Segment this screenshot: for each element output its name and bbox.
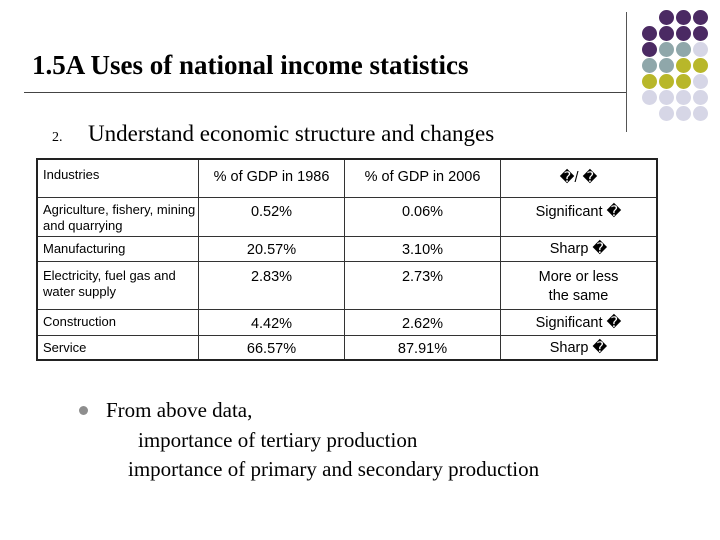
- title-underline: [24, 92, 626, 93]
- decorative-vertical-rule: [626, 12, 627, 132]
- decorative-dot: [676, 74, 691, 89]
- point-number: 2.: [52, 130, 63, 145]
- decorative-dot: [676, 10, 691, 25]
- decorative-dot: [642, 42, 657, 57]
- decorative-dot: [693, 90, 708, 105]
- gdp-1986-cell: 2.83%: [198, 262, 344, 309]
- gdp-2006-cell: 87.91%: [344, 336, 500, 359]
- industry-cell: Manufacturing: [43, 241, 126, 256]
- gdp-table: [36, 158, 658, 361]
- conclusion-lead: From above data,: [106, 398, 253, 422]
- decorative-dot: [693, 58, 708, 73]
- gdp-1986-cell: 20.57%: [198, 237, 344, 261]
- decorative-dot-grid: [640, 10, 720, 130]
- gdp-1986-cell: 0.52%: [198, 198, 344, 236]
- decorative-dot: [659, 58, 674, 73]
- decorative-dot: [659, 42, 674, 57]
- industry-cell: Agriculture, fishery, mining and quarrying: [43, 202, 196, 233]
- industry-cell: Construction: [43, 314, 116, 329]
- decorative-dot: [642, 58, 657, 73]
- change-cell: Significant �: [500, 198, 656, 236]
- industry-cell: Electricity, fuel gas and water supply: [43, 268, 176, 299]
- decorative-dot: [642, 90, 657, 105]
- conclusion-line-1: [106, 428, 417, 453]
- bullet-icon: [79, 406, 88, 415]
- decorative-dot: [693, 10, 708, 25]
- decorative-dot: [642, 26, 657, 41]
- table-row: [38, 237, 656, 261]
- decorative-dot: [693, 74, 708, 89]
- slide-title: 1.5A Uses of national income statistics: [32, 50, 469, 80]
- gdp-2006-cell: 3.10%: [344, 237, 500, 261]
- decorative-dot: [659, 26, 674, 41]
- header-industries: Industries: [43, 167, 100, 182]
- decorative-dot: [676, 42, 691, 57]
- change-cell: More or less the same: [500, 262, 656, 309]
- conclusion-line-1-text: importance of tertiary production: [138, 428, 418, 452]
- change-cell: Sharp �: [500, 237, 656, 261]
- change-cell: Significant �: [500, 310, 656, 335]
- decorative-dot: [676, 26, 691, 41]
- table-row: [38, 198, 656, 236]
- decorative-dot: [693, 26, 708, 41]
- table-header-row: [38, 160, 656, 197]
- header-gdp-1986: % of GDP in 1986: [198, 160, 344, 197]
- decorative-dot: [676, 90, 691, 105]
- gdp-2006-cell: 0.06%: [344, 198, 500, 236]
- gdp-1986-cell: 66.57%: [198, 336, 344, 359]
- table-row: [38, 336, 656, 359]
- decorative-dot: [659, 90, 674, 105]
- gdp-2006-cell: 2.73%: [344, 262, 500, 309]
- conclusion-line-2: [106, 457, 539, 482]
- industry-cell: Service: [43, 340, 87, 355]
- gdp-2006-cell: 2.62%: [344, 310, 500, 335]
- table-row: [38, 310, 656, 335]
- conclusion-line-2-text: importance of primary and secondary production: [128, 457, 540, 481]
- decorative-dot: [659, 10, 674, 25]
- gdp-1986-cell: 4.42%: [198, 310, 344, 335]
- decorative-dot: [693, 42, 708, 57]
- header-change: �/ �: [500, 160, 656, 197]
- decorative-dot: [676, 58, 691, 73]
- table-row: [38, 262, 656, 309]
- point-text: Understand economic structure and changes: [88, 121, 495, 146]
- decorative-dot: [659, 106, 674, 121]
- decorative-dot: [642, 74, 657, 89]
- decorative-dot: [676, 106, 691, 121]
- change-cell: Sharp �: [500, 336, 656, 359]
- header-gdp-2006: % of GDP in 2006: [344, 160, 500, 197]
- decorative-dot: [659, 74, 674, 89]
- decorative-dot: [693, 106, 708, 121]
